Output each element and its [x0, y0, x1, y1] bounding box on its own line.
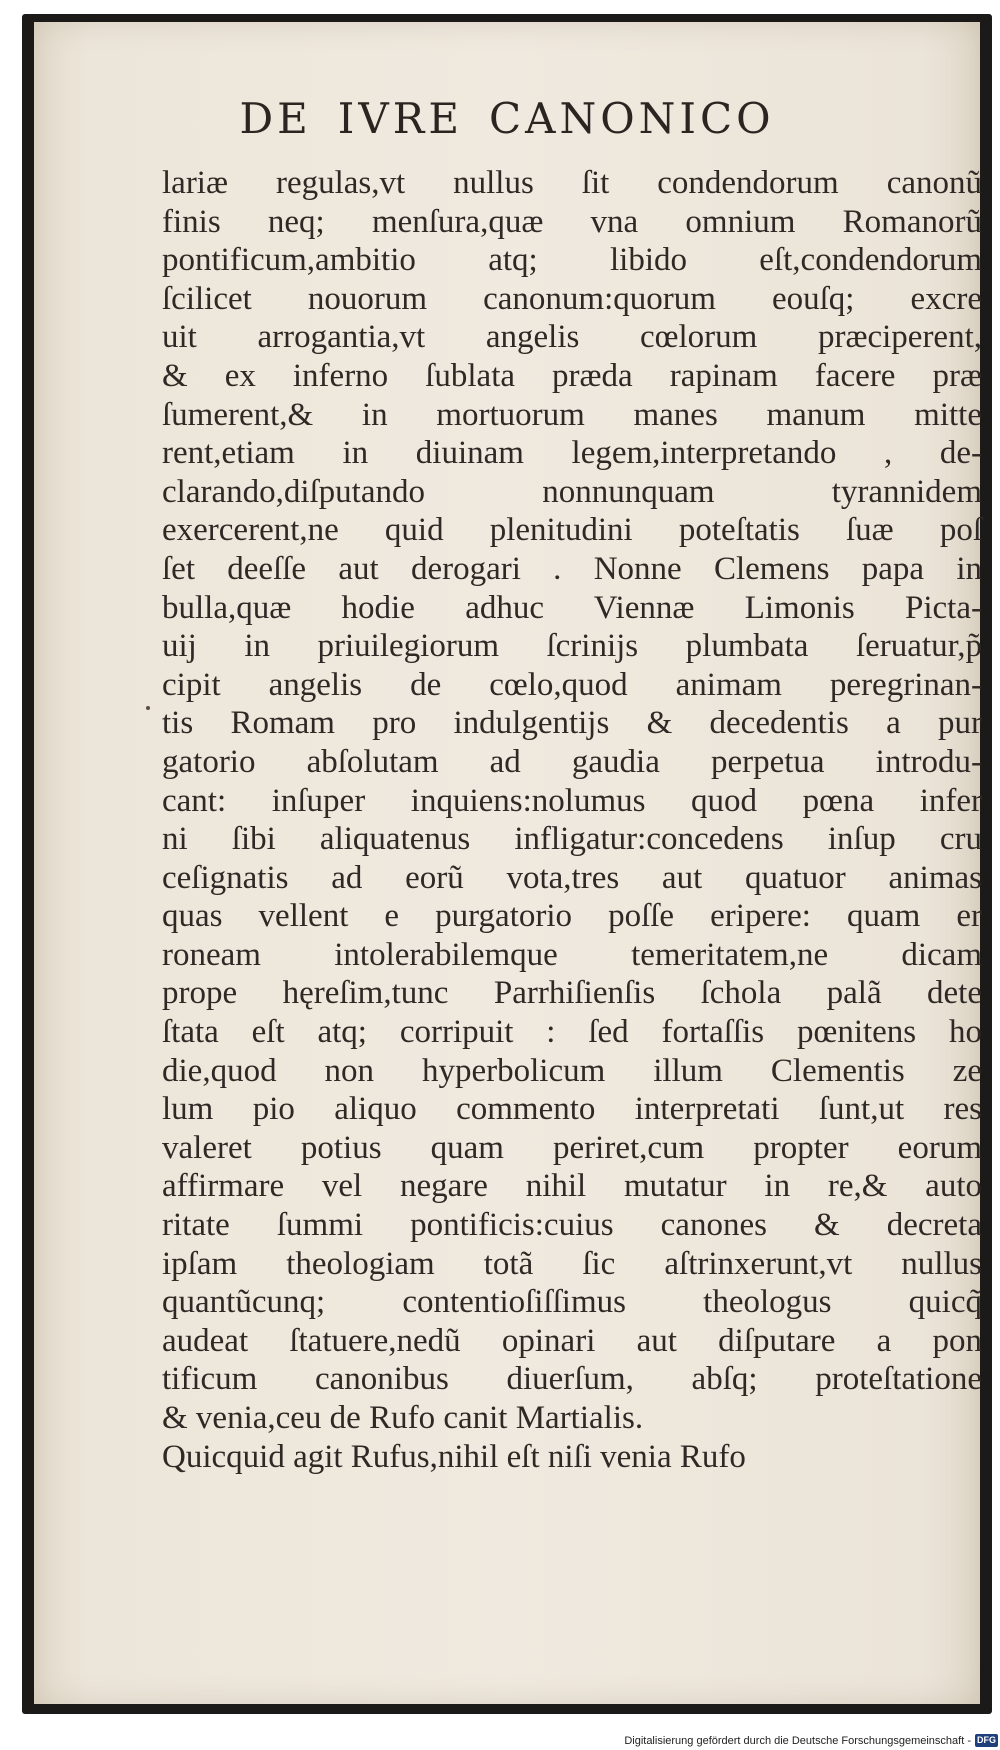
text-line: clarando,diſputando nonnunquam tyrannidem — [162, 473, 982, 510]
text-line: lum pio aliquo commento interpretati ſunt,ut res — [162, 1091, 982, 1128]
text-line: ritate ſummi pontificis:cuius canones & decreta — [162, 1207, 982, 1244]
text-line: & venia,ceu de Rufo canit Martialis. — [162, 1400, 644, 1436]
book-page — [34, 22, 980, 1704]
text-line: pontificum,ambitio atq; libido eſt,condendorum — [162, 242, 982, 279]
text-line: ipſam theologiam totã ſic aſtrinxerunt,vt nullus — [162, 1245, 982, 1282]
text-line: ſet deeſſe aut derogari . Nonne Clemens papa in — [162, 550, 982, 587]
text-line: quantũcunq; contentioſiſſimus theologus quicq̃ — [162, 1284, 982, 1321]
text-line: tificum canonibus diuerſum, abſq; proteſtatione — [162, 1361, 982, 1398]
dfg-logo: DFG — [977, 1735, 996, 1745]
body-text — [162, 164, 982, 1476]
text-line: ceſignatis ad eorũ vota,tres aut quatuor animas — [162, 859, 982, 896]
text-line: uit arrogantia,vt angelis cœlorum præciperent, — [162, 319, 982, 356]
running-head-word: DE — [239, 94, 312, 143]
text-line: rent,etiam in diuinam legem,interpretando , de- — [162, 435, 982, 472]
running-head-word: IVRE — [337, 94, 463, 143]
text-line: finis neq; menſura,quæ vna omnium Romanorũ — [162, 203, 982, 240]
text-line: ſumerent,& in mortuorum manes manum mitte — [162, 396, 982, 433]
text-line: roneam intolerabilemque temeritatem,ne dicam — [162, 936, 982, 973]
digitization-credit — [624, 1734, 998, 1747]
text-line: quas vellent e purgatorio poſſe eripere: quam er — [162, 898, 982, 935]
text-line: uij in priuilegiorum ſcrinijs plumbata ſeruatur,p̃ — [162, 628, 982, 665]
text-line: prope hęreſim,tunc Parrhiſienſis ſchola palã dete — [162, 975, 982, 1012]
text-line: audeat ſtatuere,nedũ opinari aut diſputare a pon — [162, 1322, 982, 1359]
text-line: & ex inferno ſublata præda rapinam facere præ — [162, 357, 982, 394]
text-line: lariæ regulas,vt nullus ſit condendorum canonũ — [162, 165, 982, 201]
text-line: cant: inſuper inquiens:nolumus quod pœna infer — [162, 782, 982, 819]
text-line: affirmare vel negare nihil mutatur in re,& auto — [162, 1168, 982, 1205]
running-head — [34, 94, 980, 143]
text-line: tis Romam pro indulgentijs & decedentis a pur — [162, 705, 982, 742]
text-line: ſcilicet nouorum canonum:quorum eouſq; excre — [162, 280, 982, 317]
text-line: gatorio abſolutam ad gaudia perpetua introdu- — [162, 743, 982, 780]
running-head-word: CANONICO — [489, 94, 775, 143]
ink-speck — [146, 706, 150, 710]
credit-text: Digitalisierung gefördert durch die Deutsche Forschungsgemeinschaft - — [624, 1734, 971, 1747]
text-line: ni ſibi aliquatenus infligatur:concedens inſup cru — [162, 821, 982, 858]
text-line: ſtata eſt atq; corripuit : ſed fortaſſis pœnitens ho — [162, 1014, 982, 1051]
text-line: Quicquid agit Rufus,nihil eſt niſi venia Rufo — [162, 1438, 746, 1475]
text-line: exercerent,ne quid plenitudini poteſtatis ſuæ poſ — [162, 512, 982, 549]
text-line: valeret potius quam periret,cum propter eorum — [162, 1129, 982, 1166]
text-line: bulla,quæ hodie adhuc Viennæ Limonis Picta- — [162, 589, 982, 626]
text-line: die,quod non hyperbolicum illum Clementis ze — [162, 1052, 982, 1089]
text-line: cipit angelis de cœlo,quod animam peregrinan- — [162, 666, 982, 703]
